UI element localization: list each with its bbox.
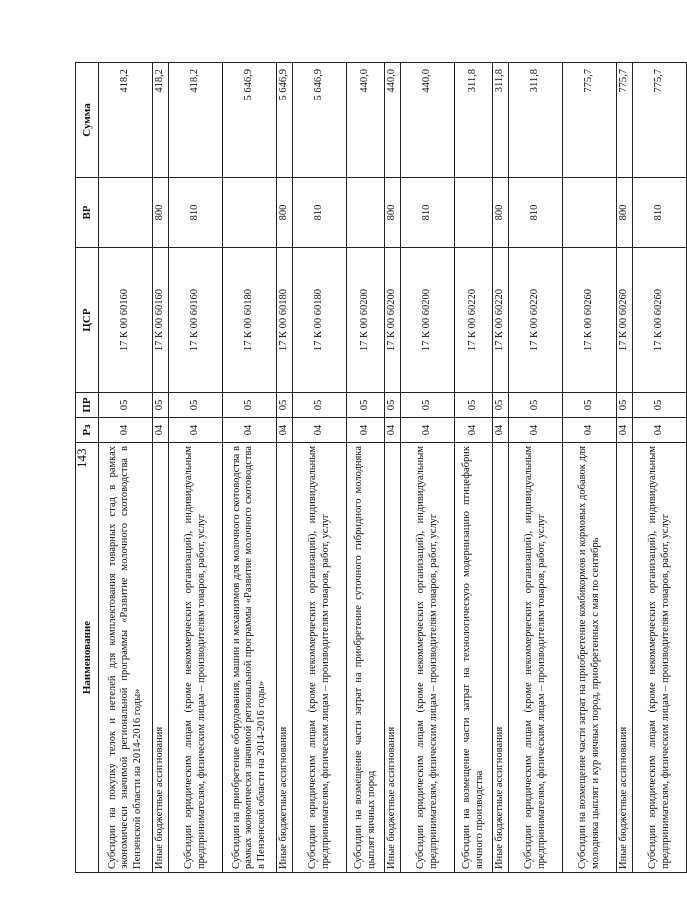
row-name: Иные бюджетные ассигнования	[617, 443, 633, 873]
row-name: Субсидии на покупку телок и нетелей для комплектования товарных стад в рамках экономически значимой региональной программы «Развитие молочного скотоводства в Пензенской области на 2014-2016 годы»	[99, 443, 153, 873]
row-pr: 05	[493, 393, 509, 418]
row-pr: 05	[509, 393, 563, 418]
row-pr: 05	[99, 393, 153, 418]
row-pr: 05	[153, 393, 169, 418]
row-sum: 440,0	[385, 63, 401, 178]
row-name: Субсидии юридическим лицам (кроме некоммерческих организаций), индивидуальным предпринимателям, физическим лицам – производителям товаров, работ, услуг	[169, 443, 223, 873]
row-name: Субсидии на приобретение оборудования, машин и механизмов для молочного скотоводства в рамках экономически значимой региональной программы «Развитие молочного скотоводства в Пензенской области на 2014-2016 годы»	[223, 443, 277, 873]
row-sum: 311,8	[509, 63, 563, 178]
table-row	[617, 63, 633, 873]
row-sum: 775,7	[617, 63, 633, 178]
row-vr: 800	[617, 178, 633, 248]
row-vr	[99, 178, 153, 248]
budget-table	[75, 62, 687, 873]
row-rz: 04	[617, 418, 633, 443]
row-sum: 5 646,9	[293, 63, 347, 178]
table-row	[99, 63, 153, 873]
row-rz: 04	[509, 418, 563, 443]
header-rz: Рз	[76, 418, 99, 443]
row-sum: 775,7	[633, 63, 687, 178]
row-vr	[455, 178, 493, 248]
row-vr	[223, 178, 277, 248]
row-vr: 800	[277, 178, 293, 248]
row-csr: 17 К 00 60200	[385, 248, 401, 393]
row-pr: 05	[401, 393, 455, 418]
row-name: Субсидии юридическим лицам (кроме некоммерческих организаций), индивидуальным предпринимателям, физическим лицам – производителям товаров, работ, услуг	[293, 443, 347, 873]
row-csr: 17 К 00 60160	[153, 248, 169, 393]
row-name: Субсидии юридическим лицам (кроме некоммерческих организаций), индивидуальным предпринимателям, физическим лицам – производителям товаров, работ, услуг	[509, 443, 563, 873]
row-vr: 810	[401, 178, 455, 248]
row-csr: 17 К 00 60180	[277, 248, 293, 393]
row-pr: 05	[223, 393, 277, 418]
row-vr: 810	[169, 178, 223, 248]
row-pr: 05	[293, 393, 347, 418]
row-csr: 17 К 00 60260	[633, 248, 687, 393]
row-csr: 17 К 00 60220	[493, 248, 509, 393]
row-rz: 04	[347, 418, 385, 443]
row-csr: 17 К 00 60260	[617, 248, 633, 393]
row-pr: 05	[633, 393, 687, 418]
row-pr: 05	[455, 393, 493, 418]
row-sum: 775,7	[563, 63, 617, 178]
row-rz: 04	[493, 418, 509, 443]
row-sum: 5 646,9	[277, 63, 293, 178]
table-row	[401, 63, 455, 873]
table-row	[385, 63, 401, 873]
row-name: Иные бюджетные ассигнования	[153, 443, 169, 873]
row-rz: 04	[633, 418, 687, 443]
row-sum: 418,2	[169, 63, 223, 178]
row-vr: 800	[493, 178, 509, 248]
row-rz: 04	[293, 418, 347, 443]
rotated-table-container	[75, 63, 671, 873]
row-rz: 04	[401, 418, 455, 443]
header-pr: ПР	[76, 393, 99, 418]
row-pr: 05	[169, 393, 223, 418]
header-name: Наименование	[76, 443, 99, 873]
row-pr: 05	[277, 393, 293, 418]
row-csr: 17 К 00 60220	[455, 248, 493, 393]
row-csr: 17 К 00 60180	[223, 248, 277, 393]
table-row	[223, 63, 277, 873]
row-rz: 04	[277, 418, 293, 443]
row-csr: 17 К 00 60220	[509, 248, 563, 393]
row-sum: 311,8	[455, 63, 493, 178]
row-csr: 17 К 00 60160	[169, 248, 223, 393]
page-number: 143	[74, 448, 89, 468]
row-vr	[563, 178, 617, 248]
row-csr: 17 К 00 60260	[563, 248, 617, 393]
row-name: Иные бюджетные ассигнования	[385, 443, 401, 873]
row-csr: 17 К 00 60200	[347, 248, 385, 393]
row-rz: 04	[385, 418, 401, 443]
row-sum: 311,8	[493, 63, 509, 178]
row-csr: 17 К 00 60160	[99, 248, 153, 393]
row-vr: 810	[509, 178, 563, 248]
row-pr: 05	[347, 393, 385, 418]
table-row	[633, 63, 687, 873]
table-row	[509, 63, 563, 873]
row-sum: 440,0	[347, 63, 385, 178]
row-rz: 04	[169, 418, 223, 443]
row-vr: 810	[293, 178, 347, 248]
table-row	[455, 63, 493, 873]
row-csr: 17 К 00 60180	[293, 248, 347, 393]
row-vr: 800	[385, 178, 401, 248]
row-rz: 04	[153, 418, 169, 443]
table-row	[169, 63, 223, 873]
row-name: Иные бюджетные ассигнования	[493, 443, 509, 873]
header-vr: ВР	[76, 178, 99, 248]
row-name: Субсидии юридическим лицам (кроме некоммерческих организаций), индивидуальным предпринимателям, физическим лицам – производителям товаров, работ, услуг	[401, 443, 455, 873]
row-pr: 05	[617, 393, 633, 418]
row-rz: 04	[455, 418, 493, 443]
row-rz: 04	[99, 418, 153, 443]
row-vr: 810	[633, 178, 687, 248]
row-name: Иные бюджетные ассигнования	[277, 443, 293, 873]
row-sum: 418,2	[153, 63, 169, 178]
row-rz: 04	[223, 418, 277, 443]
row-name: Субсидии на возмещение части затрат на приобретение суточного гибридного молодняка цыплят яичных пород	[347, 443, 385, 873]
table-row	[493, 63, 509, 873]
table-row	[277, 63, 293, 873]
row-sum: 5 646,9	[223, 63, 277, 178]
row-name: Субсидии юридическим лицам (кроме некоммерческих организаций), индивидуальным предпринимателям, физическим лицам – производителям товаров, работ, услуг	[633, 443, 687, 873]
header-csr: ЦСР	[76, 248, 99, 393]
table-row	[153, 63, 169, 873]
row-name: Субсидии на возмещение части затрат на приобретение комбикормов и кормовых добавок для молодняка цыплят и кур яичных пород, приобретенных с мая по сентябрь	[563, 443, 617, 873]
table-row	[347, 63, 385, 873]
row-sum: 418,2	[99, 63, 153, 178]
row-name: Субсидии на возмещение части затрат на технологическую модернизацию птицефабрик яичного производства	[455, 443, 493, 873]
row-vr	[347, 178, 385, 248]
row-vr: 800	[153, 178, 169, 248]
header-sum: Сумма	[76, 63, 99, 178]
row-pr: 05	[385, 393, 401, 418]
table-header-row	[76, 63, 99, 873]
row-csr: 17 К 00 60200	[401, 248, 455, 393]
table-row	[563, 63, 617, 873]
table-row	[293, 63, 347, 873]
row-pr: 05	[563, 393, 617, 418]
row-sum: 440,0	[401, 63, 455, 178]
row-rz: 04	[563, 418, 617, 443]
